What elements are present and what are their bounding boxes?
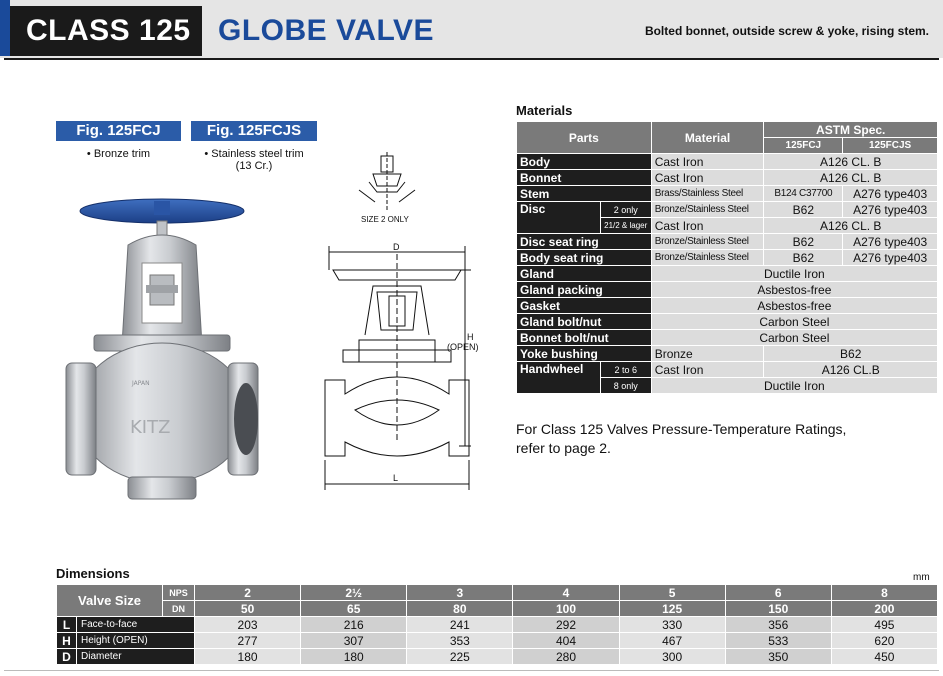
value-cell: 225 [407, 649, 513, 665]
nps-cell: 4 [513, 585, 619, 601]
nps-cell: 6 [725, 585, 831, 601]
material-cell: Ductile Iron [651, 378, 937, 394]
japan-body-mark: JAPAN [132, 380, 150, 387]
materials-title: Materials [516, 103, 573, 118]
dimensions-title: Dimensions [56, 566, 130, 581]
row-key: D [57, 649, 77, 665]
table-row [517, 186, 938, 202]
value-cell: 180 [301, 649, 407, 665]
astm-cell: A126 CL. B [764, 218, 938, 234]
value-cell: 620 [831, 633, 937, 649]
kitz-body-mark: KITZ [130, 417, 171, 438]
row-key: L [57, 617, 77, 633]
nps-cell: 8 [831, 585, 937, 601]
table-row [517, 314, 938, 330]
class-label: CLASS 125 [4, 6, 202, 56]
row-label: Height (OPEN) [77, 633, 195, 649]
astm-cell: A126 CL. B [764, 170, 938, 186]
material-cell: Cast Iron [651, 362, 764, 378]
value-cell: 495 [831, 617, 937, 633]
bottom-divider [4, 670, 939, 671]
page-subtitle: Bolted bonnet, outside screw & yoke, rising stem. [644, 24, 929, 38]
dimensions-table [56, 584, 938, 665]
nps-cell: 2 [195, 585, 301, 601]
table-row [57, 649, 938, 665]
pressure-rating-note: For Class 125 Valves Pressure-Temperature Ratings, refer to page 2. [516, 421, 847, 456]
part-gland-bolt-nut: Gland bolt/nut [517, 314, 652, 330]
nps-label: NPS [163, 585, 195, 601]
table-row [517, 202, 938, 218]
section-drawing [315, 240, 505, 495]
material-cell: Asbestos-free [651, 298, 937, 314]
material-cell: Bronze/Stainless Steel [651, 234, 764, 250]
value-cell: 353 [407, 633, 513, 649]
table-row [517, 234, 938, 250]
table-row [57, 633, 938, 649]
astm-cell: A276 type403 [843, 250, 938, 266]
header-divider [4, 58, 939, 60]
size-note: SIZE 2 ONLY [361, 215, 409, 224]
part-disc: Disc [517, 202, 601, 234]
dn-cell: 200 [831, 601, 937, 617]
header-125fcj: 125FCJ [764, 138, 843, 154]
nps-cell: 5 [619, 585, 725, 601]
value-cell: 180 [195, 649, 301, 665]
valve-size-header: Valve Size [57, 585, 163, 617]
disc-detail-drawing [355, 152, 425, 224]
astm-cell: B124 C37700 [764, 186, 843, 202]
value-cell: 330 [619, 617, 725, 633]
nps-cell: 3 [407, 585, 513, 601]
astm-cell: A126 CL.B [764, 362, 938, 378]
table-row [517, 330, 938, 346]
value-cell: 203 [195, 617, 301, 633]
value-cell: 450 [831, 649, 937, 665]
value-cell: 277 [195, 633, 301, 649]
part-sub: 2 to 6 [600, 362, 651, 378]
material-cell: Cast Iron [651, 170, 764, 186]
value-cell: 280 [513, 649, 619, 665]
header-125fcjs: 125FCJS [843, 138, 938, 154]
dn-cell: 65 [301, 601, 407, 617]
dim-h-label: H [467, 332, 474, 342]
dimensions-unit: mm [913, 572, 930, 583]
value-cell: 350 [725, 649, 831, 665]
value-cell: 300 [619, 649, 725, 665]
table-row [517, 362, 938, 378]
material-cell: Bronze [651, 346, 764, 362]
table-row [57, 617, 938, 633]
part-bonnet-bolt-nut: Bonnet bolt/nut [517, 330, 652, 346]
fig-125fcjs-tab: Fig. 125FCJS [191, 121, 317, 141]
globe-valve-photo [50, 195, 275, 510]
dn-cell: 125 [619, 601, 725, 617]
material-cell: Bronze/Stainless Steel [651, 250, 764, 266]
dn-label: DN [163, 601, 195, 617]
dim-d-label: D [393, 242, 400, 252]
astm-cell: A276 type403 [843, 234, 938, 250]
table-row [517, 154, 938, 170]
material-cell: Carbon Steel [651, 314, 937, 330]
value-cell: 356 [725, 617, 831, 633]
part-gasket: Gasket [517, 298, 652, 314]
row-key: H [57, 633, 77, 649]
part-gland: Gland [517, 266, 652, 282]
part-handwheel: Handwheel [517, 362, 601, 394]
row-label: Diameter [77, 649, 195, 665]
part-disc-seat-ring: Disc seat ring [517, 234, 652, 250]
value-cell: 404 [513, 633, 619, 649]
material-cell: Cast Iron [651, 218, 764, 234]
astm-cell: B62 [764, 346, 938, 362]
table-row [517, 170, 938, 186]
table-row [517, 282, 938, 298]
value-cell: 467 [619, 633, 725, 649]
material-cell: Bronze/Stainless Steel [651, 202, 764, 218]
fig-125fcjs-trim: • Stainless steel trim (13 Cr.) [204, 148, 304, 172]
material-cell: Cast Iron [651, 154, 764, 170]
materials-table [516, 121, 938, 394]
row-label: Face-to-face [77, 617, 195, 633]
value-cell: 307 [301, 633, 407, 649]
astm-cell: A126 CL. B [764, 154, 938, 170]
header-material: Material [651, 122, 764, 154]
astm-cell: B62 [764, 250, 843, 266]
page-title: GLOBE VALVE [218, 14, 435, 47]
fig-125fcj-trim: • Bronze trim [86, 148, 151, 160]
dim-l-label: L [393, 473, 399, 483]
part-bonnet: Bonnet [517, 170, 652, 186]
astm-cell: A276 type403 [843, 202, 938, 218]
dn-cell: 150 [725, 601, 831, 617]
material-cell: Ductile Iron [651, 266, 937, 282]
part-sub: 2 only [600, 202, 651, 218]
part-stem: Stem [517, 186, 652, 202]
part-body: Body [517, 154, 652, 170]
material-cell: Brass/Stainless Steel [651, 186, 764, 202]
value-cell: 292 [513, 617, 619, 633]
part-yoke-bushing: Yoke bushing [517, 346, 652, 362]
header-parts: Parts [517, 122, 652, 154]
dn-cell: 80 [407, 601, 513, 617]
dim-h-open-label: (OPEN) [447, 342, 479, 352]
dn-cell: 50 [195, 601, 301, 617]
material-cell: Asbestos-free [651, 282, 937, 298]
value-cell: 533 [725, 633, 831, 649]
part-sub: 8 only [600, 378, 651, 394]
fig-125fcj-tab: Fig. 125FCJ [56, 121, 181, 141]
table-row [517, 346, 938, 362]
material-cell: Carbon Steel [651, 330, 937, 346]
table-row [517, 298, 938, 314]
nps-cell: 2½ [301, 585, 407, 601]
table-row [517, 250, 938, 266]
part-sub: 21/2 & lager [600, 218, 651, 234]
astm-cell: B62 [764, 234, 843, 250]
value-cell: 241 [407, 617, 513, 633]
part-gland-packing: Gland packing [517, 282, 652, 298]
header-astm: ASTM Spec. [764, 122, 938, 138]
value-cell: 216 [301, 617, 407, 633]
page-header [0, 0, 943, 58]
part-body-seat-ring: Body seat ring [517, 250, 652, 266]
table-row [517, 266, 938, 282]
dn-cell: 100 [513, 601, 619, 617]
astm-cell: B62 [764, 202, 843, 218]
astm-cell: A276 type403 [843, 186, 938, 202]
